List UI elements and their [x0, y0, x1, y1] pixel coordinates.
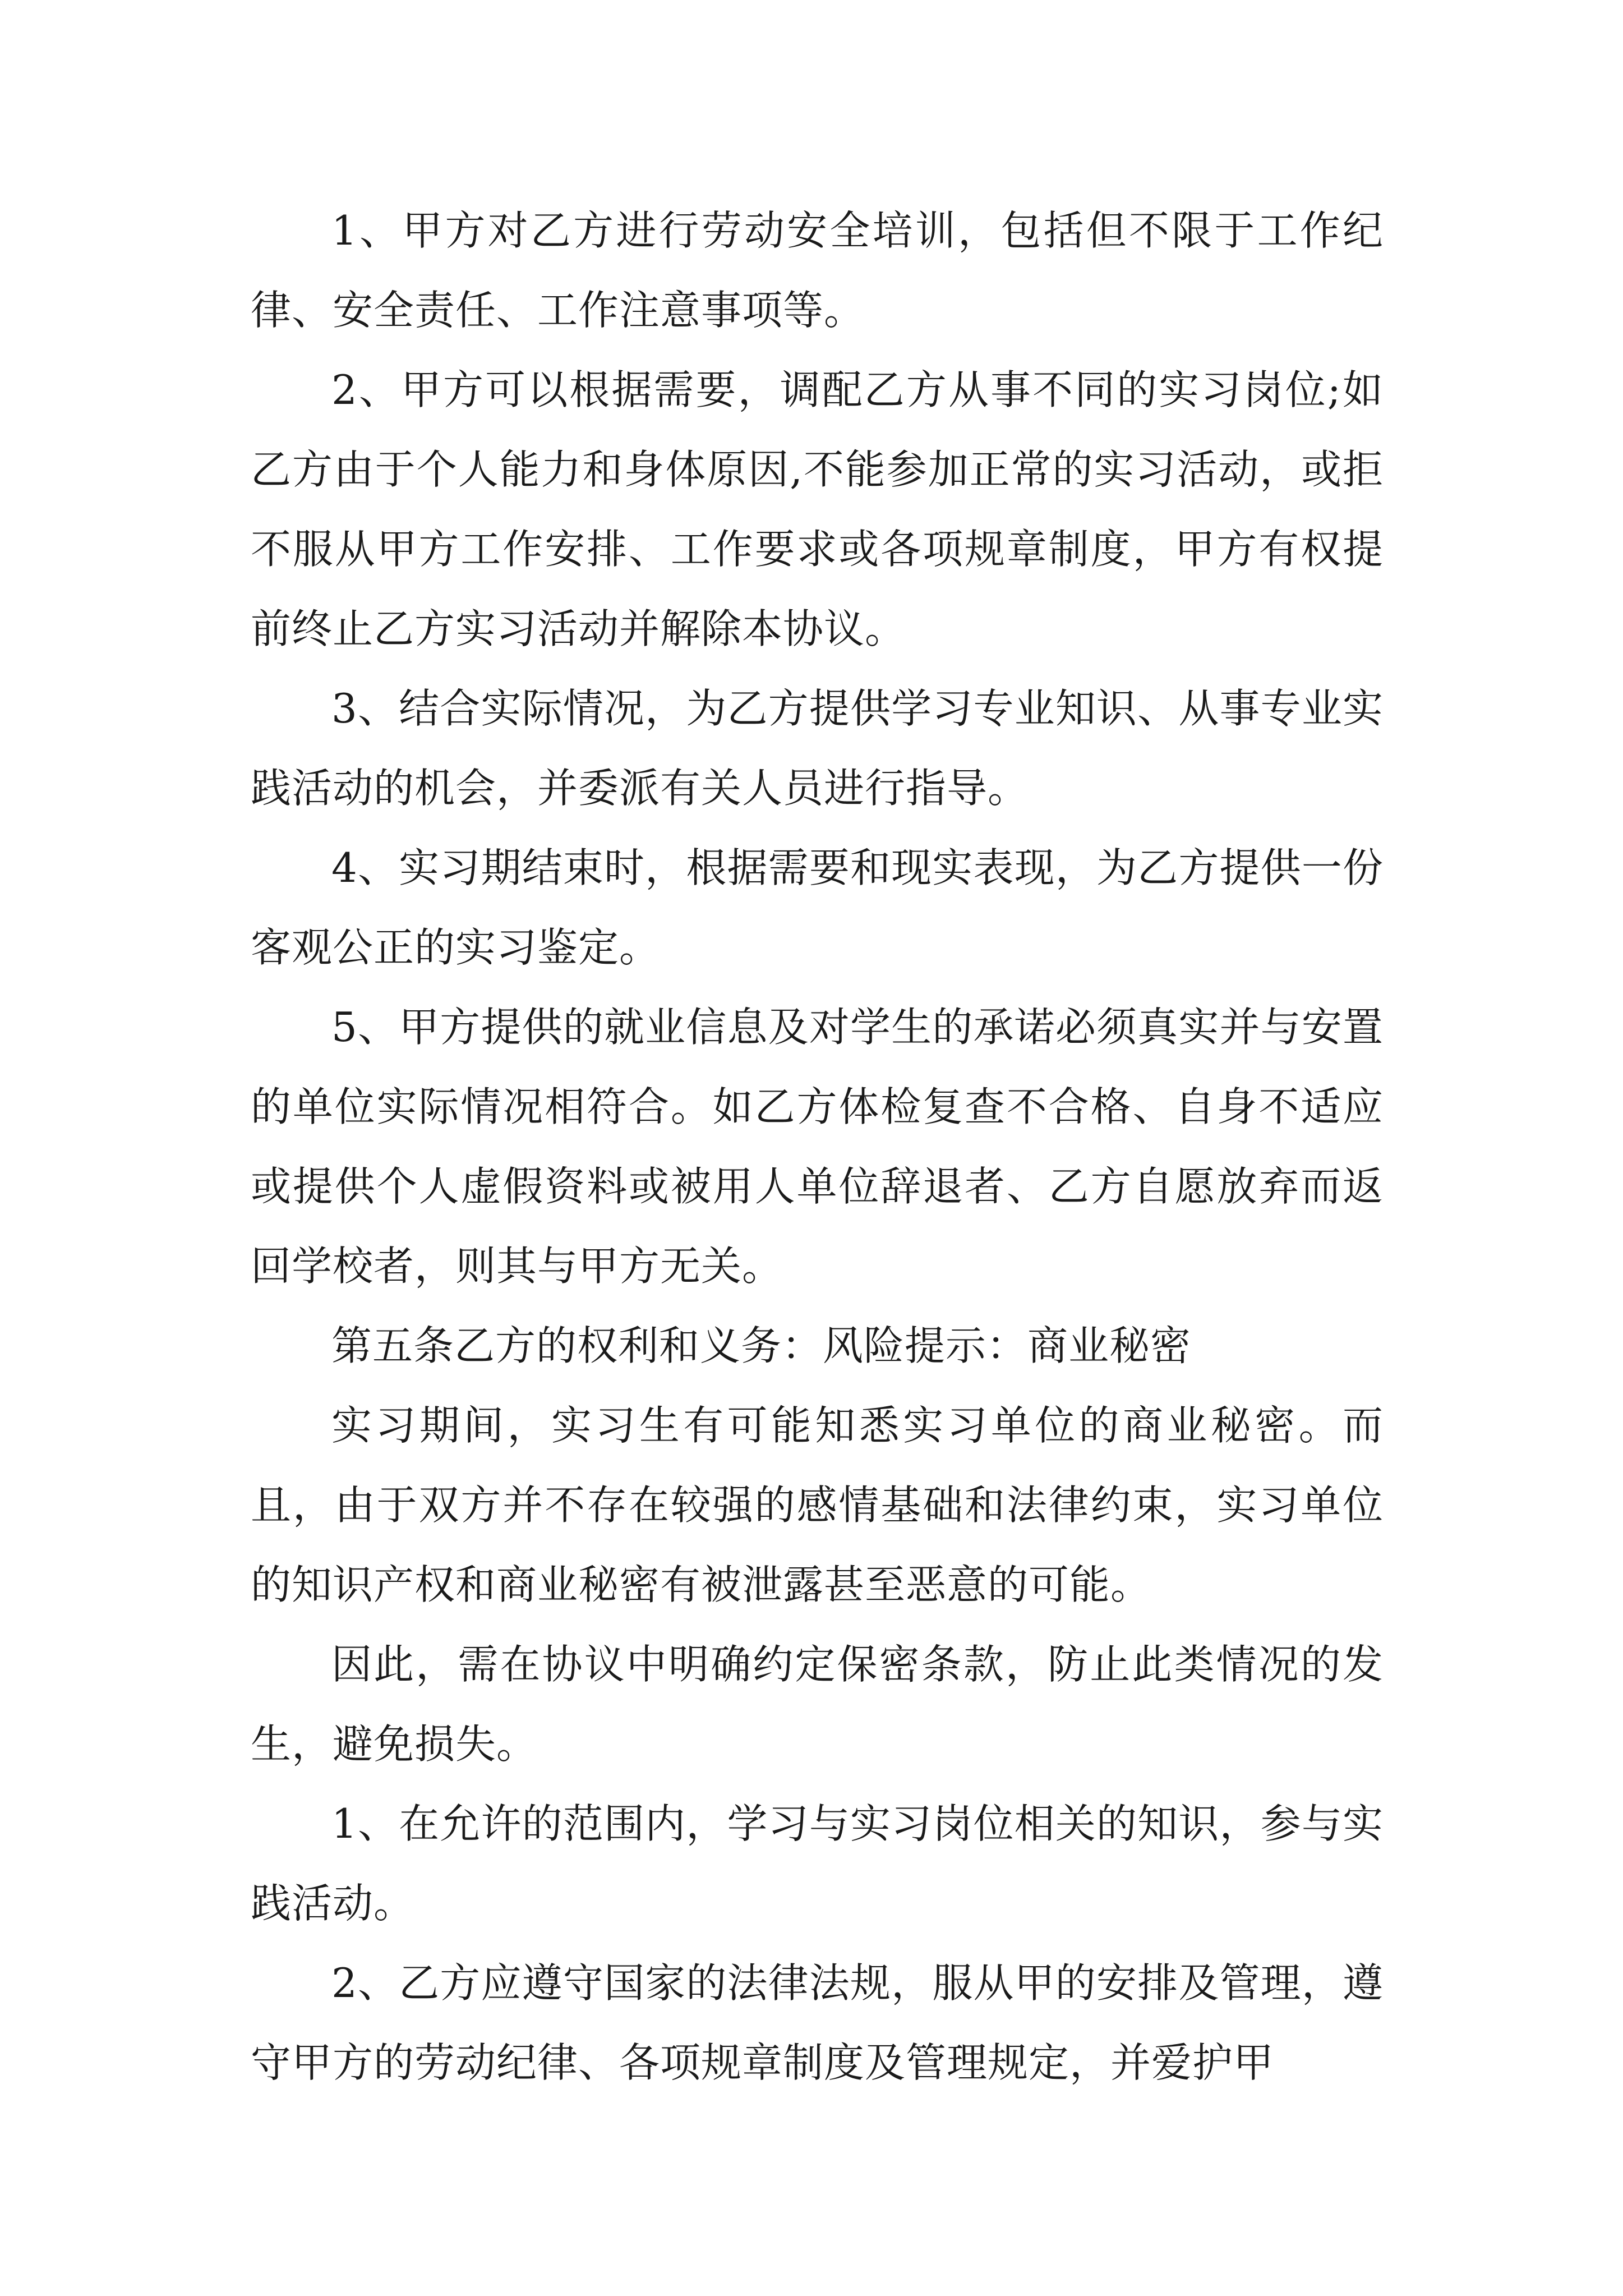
paragraph-party-a-appraisal: 4、实习期结束时，根据需要和现实表现，为乙方提供一份客观公正的实习鉴定。	[251, 844, 1384, 971]
paragraph-party-a-employment-info: 5、甲方提供的就业信息及对学生的承诺必须真实并与安置的单位实际情况相符合。如乙方体检复查不合格、自身不适应或提供个人虚假资料或被用人单位辞退者、乙方自愿放弃而返回学校者，则其与甲方无关。	[251, 1004, 1384, 1290]
paragraph-party-a-reassignment: 2、甲方可以根据需要，调配乙方从事不同的实习岗位;如乙方由于个人能力和身体原因,不能参加正常的实习活动，或拒不服从甲方工作安排、工作要求或各项规章制度，甲方有权提前终止乙方实习活动并解除本协议。	[251, 366, 1384, 652]
paragraph-party-b-compliance: 2、乙方应遵守国家的法律法规，服从甲的安排及管理，遵守甲方的劳动纪律、各项规章制度及管理规定，并爱护甲	[251, 1959, 1384, 2086]
paragraph-trade-secret-risk: 实习期间，实习生有可能知悉实习单位的商业秘密。而且，由于双方并不存在较强的感情基础和法律约束，实习单位的知识产权和商业秘密有被泄露甚至恶意的可能。	[251, 1402, 1384, 1608]
document-body	[251, 191, 1384, 2102]
paragraph-party-a-training: 1、甲方对乙方进行劳动安全培训，包括但不限于工作纪律、安全责任、工作注意事项等。	[251, 207, 1384, 334]
paragraph-party-a-guidance: 3、结合实际情况，为乙方提供学习专业知识、从事专业实践活动的机会，并委派有关人员进行指导。	[251, 685, 1384, 812]
paragraph-confidentiality-clause: 因此，需在协议中明确约定保密条款，防止此类情况的发生，避免损失。	[251, 1641, 1384, 1768]
paragraph-party-b-learning: 1、在允许的范围内，学习与实习岗位相关的知识，参与实践活动。	[251, 1800, 1384, 1927]
section-heading-article-five: 第五条乙方的权利和义务：风险提示：商业秘密	[331, 1322, 1192, 1369]
